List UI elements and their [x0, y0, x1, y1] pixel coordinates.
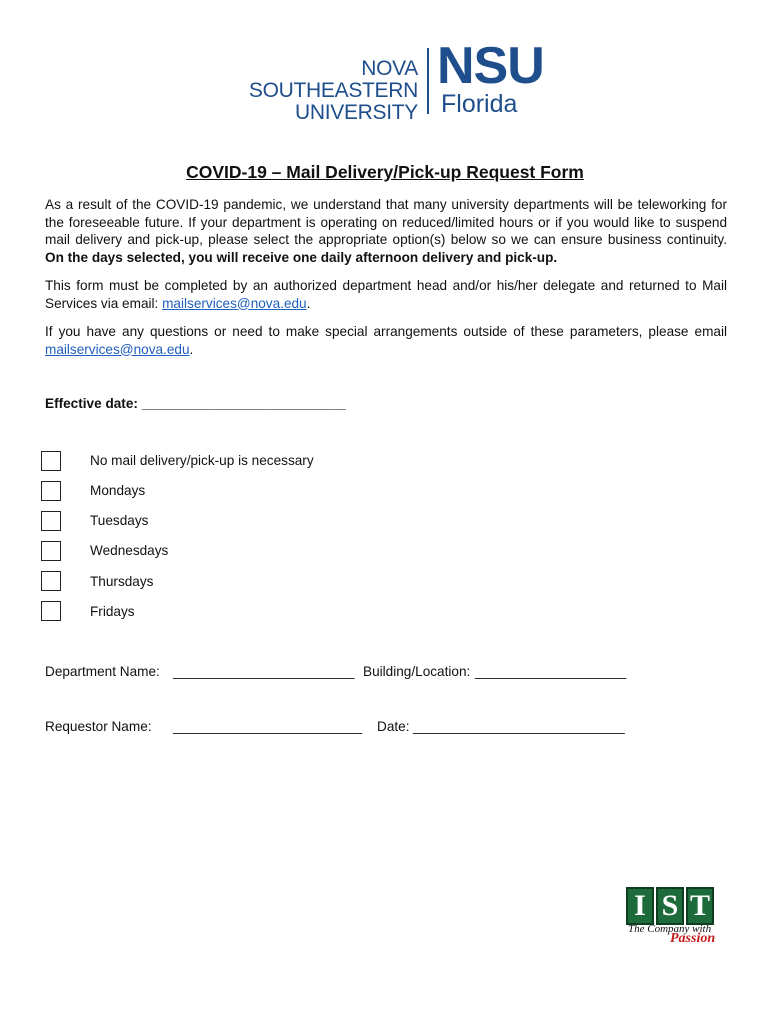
checkbox-no-mail[interactable] — [41, 451, 61, 471]
option-label-fridays: Fridays — [90, 604, 135, 619]
ist-tagline: The Company with — [628, 923, 712, 935]
logo-divider — [427, 48, 429, 114]
effective-date-label: Effective date: — [45, 396, 138, 411]
option-label-mondays: Mondays — [90, 483, 146, 498]
effective-date-row — [45, 396, 346, 411]
checkbox-tuesdays[interactable] — [41, 511, 61, 531]
university-name-line1: NOVA SOUTHEASTERN — [248, 57, 418, 102]
form-title: COVID-19 – Mail Delivery/Pick-up Request Form — [186, 162, 584, 182]
checkbox-thursdays[interactable] — [41, 571, 61, 591]
ist-tagline-passion: Passion — [670, 931, 716, 946]
option-label-tuesdays: Tuesdays — [90, 513, 149, 528]
ist-letter-i: I — [626, 887, 654, 925]
intro-bold-text: On the days selected, you will receive one daily afternoon delivery and pick-up. — [45, 249, 558, 265]
nsu-logo-text: NSU — [437, 37, 544, 95]
authorization-text: This form must be completed by an authorized department head and/or his/her delegate and returned to Mail Services via email: — [45, 278, 727, 311]
university-name-line2: UNIVERSITY — [294, 101, 418, 124]
intro-paragraph — [45, 196, 727, 266]
checkbox-fridays[interactable] — [41, 601, 61, 621]
questions-email-link[interactable]: mailservices@nova.edu — [45, 341, 190, 357]
authorization-paragraph — [45, 277, 727, 312]
ist-letter-s: S — [656, 887, 684, 925]
questions-end: . — [189, 341, 194, 357]
authorization-end: . — [306, 295, 311, 311]
department-name-field[interactable]: ________________________ — [173, 664, 355, 679]
building-location-field[interactable]: ____________________ — [475, 664, 627, 679]
department-name-label: Department Name: — [45, 664, 160, 679]
questions-paragraph — [45, 323, 727, 358]
requestor-name-field[interactable]: _________________________ — [173, 719, 363, 734]
florida-logo-text: Florida — [441, 90, 518, 118]
date-field[interactable]: ____________________________ — [413, 719, 625, 734]
ist-letter-t: T — [686, 887, 714, 925]
date-label: Date: — [377, 719, 410, 734]
checkbox-mondays[interactable] — [41, 481, 61, 501]
intro-text: As a result of the COVID-19 pandemic, we understand that many university departments will be teleworking for the foreseeable future. If your department is operating on reduced/limited hours or if you would like to suspend mail delivery and pick-up, please select the appropriate option(s) below so we can ensure business continuity. — [45, 197, 727, 247]
option-label-wednesdays: Wednesdays — [90, 543, 169, 558]
university-name — [208, 58, 418, 124]
questions-text: If you have any questions or need to make special arrangements outside of these parameters, please email — [45, 324, 727, 339]
effective-date-field[interactable]: ___________________________ — [141, 396, 346, 411]
option-label-no-mail: No mail delivery/pick-up is necessary — [90, 453, 314, 468]
option-label-thursdays: Thursdays — [90, 574, 154, 589]
authorization-email-link[interactable]: mailservices@nova.edu — [162, 295, 307, 311]
requestor-name-label: Requestor Name: — [45, 719, 152, 734]
checkbox-wednesdays[interactable] — [41, 541, 61, 561]
building-location-label: Building/Location: — [363, 664, 471, 679]
